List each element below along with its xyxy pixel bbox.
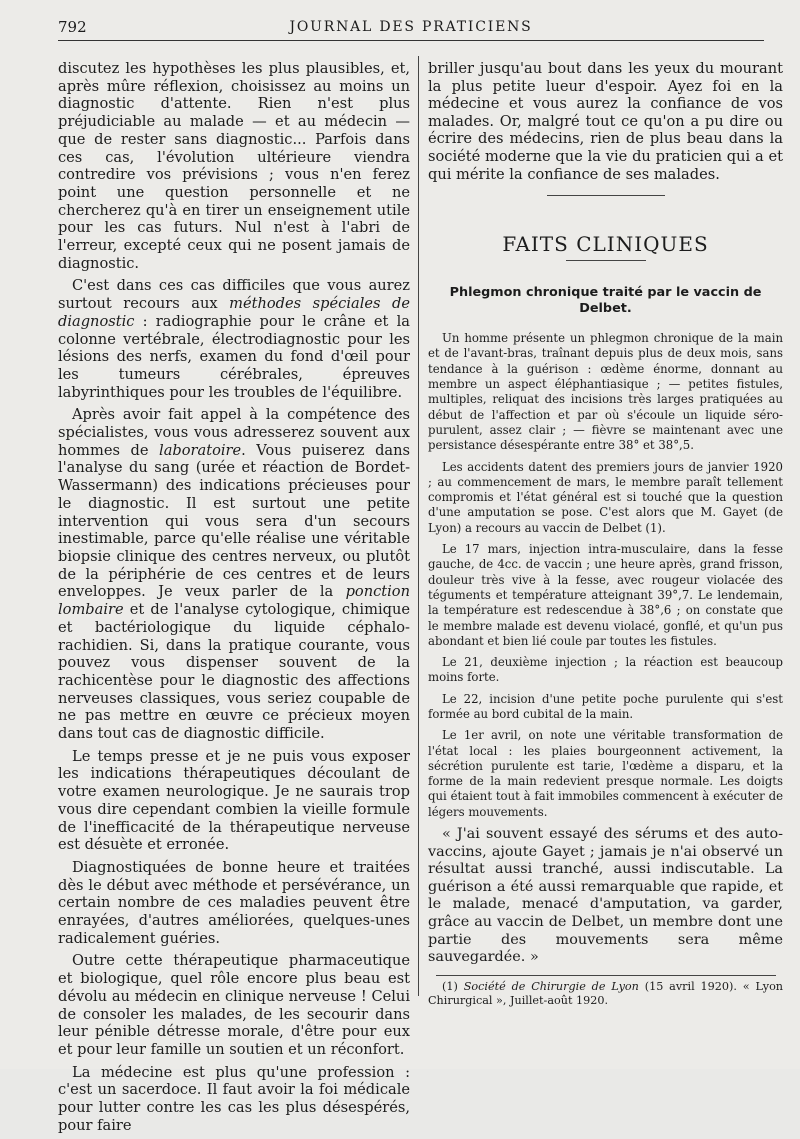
column-divider <box>418 56 419 996</box>
emphasis: méthodes spéciales de diagnostic <box>58 295 410 330</box>
paragraph: Le temps presse et je ne puis vous exposer les indications thérapeutiques découlant de votre examen neurologique. Je ne saurais trop vous dire cependant combien la vieille formule de l'inefficacité de la thérapeutique nerveuse est désuète et erronée. <box>58 747 410 854</box>
paragraph: Un homme présente un phlegmon chronique de la main et de l'avant-bras, traînant depuis plus de deux mois, sans tendance à la guérison : œdème énorme, donnant au membre un aspect éléphantiasique ; — petites fistules, multiples, reliquat des incisions très larges pratiquées au début de l'affection et par où s'écoule un liquide séro-purulent, assez clair ; — fièvre se maintenant avec une persistance désespérante entre 38° et 38°,5. <box>428 331 783 453</box>
footnote <box>428 980 783 1008</box>
paragraph: Le 22, incision d'une petite poche purulente qui s'est formée au bord cubital de la main. <box>428 691 783 721</box>
paragraph: La médecine est plus qu'une profession : c'est un sacerdoce. Il faut avoir la foi médicale pour lutter contre les cas les plus désespérés, pour faire <box>58 1063 410 1134</box>
footnote-text <box>428 980 783 1008</box>
emphasis: Société de Chirurgie de Lyon <box>463 979 639 993</box>
journal-title: JOURNAL DES PRATICIENS <box>289 19 533 35</box>
paragraph: Le 21, deuxième injection ; la réaction est beaucoup moins forte. <box>428 655 783 685</box>
paragraph: briller jusqu'au bout dans les yeux du mourant la plus petite lueur d'espoir. Ayez foi en la médecine et vous aurez la confiance de vos malades. Or, malgré tout ce qu'on a pu dire ou écrire des médecins, rien de plus beau dans la société moderne que la vie du praticien qui a et qui mérite la confiance de ses malades. <box>428 60 783 183</box>
right-column <box>428 60 783 1008</box>
section-title: FAITS CLINIQUES <box>502 232 709 257</box>
paragraph <box>58 277 410 401</box>
text-run: : radiographie pour le crâne et la colonne vertébrale, électrodiagnostic pour les lésions des nerfs, examen du fond d'œil pour les tumeurs cérébrales, épreuves labyrinthiques pour les troubles de l'équilibre. <box>58 312 410 401</box>
text-run: Après avoir fait appel à la compétence des spécialistes, vous vous adresserez souvent aux hommes de <box>58 406 410 459</box>
article-body <box>428 331 783 820</box>
left-column <box>58 60 410 1139</box>
quote-block <box>428 826 783 967</box>
page-header <box>58 12 764 41</box>
footnote-rule <box>436 975 776 976</box>
article-title: Phlegmon chronique traité par le vaccin de Delbet. <box>449 285 762 317</box>
divider <box>547 195 665 196</box>
continuation-block <box>428 60 783 183</box>
section-rule <box>566 260 646 261</box>
paragraph: Diagnostiquées de bonne heure et traitées dès le début avec méthode et persévérance, un certain nombre de ces maladies peuvent être enrayées, d'autres améliorées, quelques-unes radicalement guéries. <box>58 858 410 947</box>
text-run: C'est dans ces cas difficiles que vous aurez surtout recours aux <box>58 277 410 313</box>
paragraph: discutez les hypothèses les plus plausibles, et, après mûre réflexion, choisissez au moins un diagnostic d'attente. Rien n'est plus préjudiciable au malade — et au médecin — que de rester sans diagnostic... Parfois dans ces cas, l'évolution ultérieure viendra contredire vos prévisions ; vous n'en ferez point une question personnelle et ne chercherez qu'à en tirer un enseignement utile pour les cas futurs. Nul n'est à l'abri de l'erreur, excepté ceux qui ne posent jamais de diagnostic. <box>58 60 410 272</box>
text-run: (15 avril 1920). « Lyon Chirurgical », Juillet-août 1920. <box>428 979 784 1007</box>
emphasis: laboratoire <box>159 441 242 459</box>
footnote-number: (1) <box>442 979 464 993</box>
quote-paragraph: « J'ai souvent essayé des sérums et des auto-vaccins, ajoute Gayet ; jamais je n'ai observé un résultat aussi tranché, aussi indiscutable. La guérison a été aussi remarquable que rapide, et le malade, menacé d'amputation, va garder, grâce au vaccin de Delbet, un membre dont une partie des mouvements sera même sauvegardée. » <box>428 826 783 966</box>
paragraph: Le 17 mars, injection intra-musculaire, dans la fesse gauche, de 4cc. de vaccin ; une heure après, grand frisson, douleur très vive à la fesse, avec rougeur violacée des téguments et température atteignant 39°,7. Le lendemain, la température est redescendue à 38°,6 ; on constate que le membre malade est devenu violacé, gonflé, et qu'un pus abondant et bien lié coule par toutes les fistules. <box>428 542 783 648</box>
emphasis: ponction lombaire <box>58 583 410 619</box>
page-number: 792 <box>58 18 87 36</box>
paragraph: Outre cette thérapeutique pharmaceutique et biologique, quel rôle encore plus beau est dévolu au médecin en clinique nerveuse ! Celui de consoler les malades, de les secourir dans leur pénible détresse morale, d'être pour eux et pour leur famille un soutien et un réconfort. <box>58 952 410 1058</box>
paragraph: Le 1er avril, on note une véritable transformation de l'état local : les plaies bourgeonnent activement, la sécrétion purulente est tarie, l'œdème a disparu, et la forme de la main redevient presque normale. Les doigts qui étaient tout à fait immobiles commencent à exécuter de légers mouvements. <box>428 728 783 819</box>
text-run: . Vous puiserez dans l'analyse du sang (urée et réaction de Bordet-Wassermann) des indications précieuses pour le diagnostic. Il est surtout une petite intervention qui vous sera d'un secours inestimable, parce qu'elle réalise une véritable biopsie clinique des centres nerveux, ou plutôt de la périphérie de ces centres et de leurs enveloppes. Je veux parler de la <box>58 441 410 601</box>
paragraph: Les accidents datent des premiers jours de janvier 1920 ; au commencement de mars, le membre paraît tellement compromis et l'état général est si touché que la question d'une amputation se pose. C'est alors que M. Gayet (de Lyon) a recours au vaccin de Delbet (1). <box>428 459 783 535</box>
paragraph <box>58 406 410 742</box>
text-run: et de l'analyse cytologique, chimique et bactériologique du liquide céphalo-rachidien. Si, dans la pratique courante, vous pouvez vous dispenser souvent de la rachicentèse pour le diagnostic des affections nerveuses classiques, vous seriez coupable de ne pas mettre en œuvre ce précieux moyen dans tout cas de diagnostic difficile. <box>58 601 410 743</box>
